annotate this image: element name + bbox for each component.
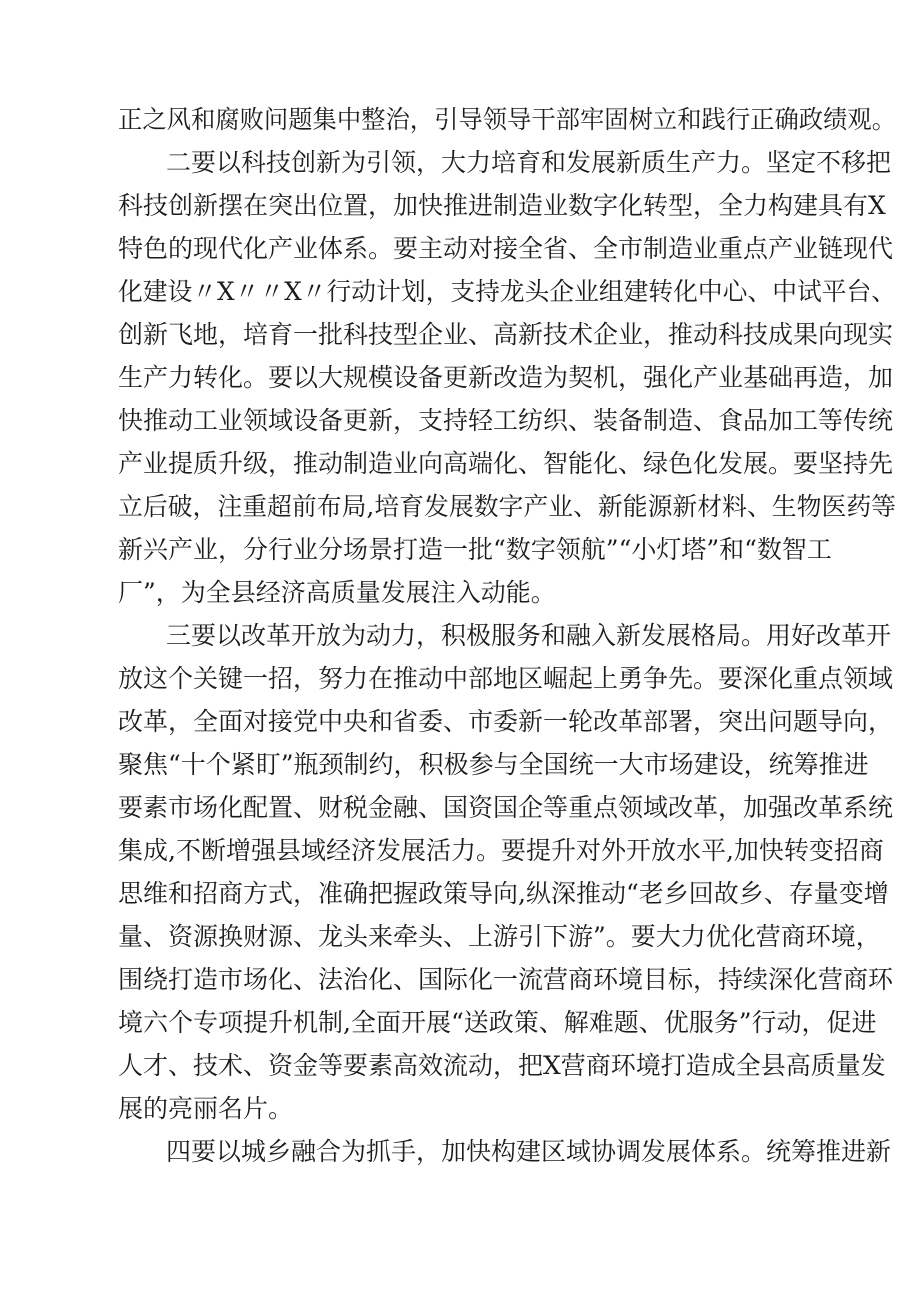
text-line: 要素市场化配置、财税金融、国资国企等重点领域改革，加强改革系统 bbox=[118, 793, 894, 822]
text-line: 人才、技术、资金等要素高效流动，把X营商环境打造成全县高质量发 bbox=[118, 1051, 886, 1080]
text-line: 立后破，注重超前布局,培育发展数字产业、新能源新材料、生物医药等 bbox=[118, 492, 897, 521]
text-line: 集成,不断增强县域经济发展活力。要提升对外开放水平,加快转变招商 bbox=[118, 836, 884, 865]
text-line: 境六个专项提升机制,全面开展“送政策、解难题、优服务”行动，促进 bbox=[118, 1008, 877, 1037]
text-line: 思维和招商方式，准确把握政策导向,纵深推动“老乡回故乡、存量变增 bbox=[118, 879, 889, 908]
paragraph-start-line: 四要以城乡融合为抓手，加快构建区域协调发展体系。统筹推进新 bbox=[166, 1137, 892, 1166]
text-line: 展的亮丽名片。 bbox=[118, 1094, 294, 1123]
text-line: 放这个关键一招，努力在推动中部地区崛起上勇争先。要深化重点领域 bbox=[118, 664, 894, 693]
text-line: 新兴产业，分行业分场景打造一批“数字领航”“小灯塔”和“数智工 bbox=[118, 535, 832, 564]
paragraph-start-line: 二要以科技创新为引领，大力培育和发展新质生产力。坚定不移把 bbox=[166, 148, 892, 177]
text-line: 生产力转化。要以大规模设备更新改造为契机，强化产业基础再造，加 bbox=[118, 363, 894, 392]
text-line: 科技创新摆在突出位置，加快推进制造业数字化转型，全力构建具有X bbox=[118, 191, 886, 220]
text-line: 厂”，为全县经济高质量发展注入动能。 bbox=[118, 578, 556, 607]
text-line: 改革，全面对接党中央和省委、市委新一轮改革部署，突出问题导向， bbox=[118, 707, 894, 736]
text-line: 正之风和腐败问题集中整治，引导领导干部牢固树立和践行正确政绩观。 bbox=[118, 105, 897, 134]
text-line: 围绕打造市场化、法治化、国际化一流营商环境目标，持续深化营商环 bbox=[118, 965, 894, 994]
text-line: 创新飞地，培育一批科技型企业、高新技术企业，推动科技成果向现实 bbox=[118, 320, 894, 349]
text-line: 特色的现代化产业体系。要主动对接全省、全市制造业重点产业链现代 bbox=[118, 234, 894, 263]
text-line: 快推动工业领域设备更新，支持轻工纺织、装备制造、食品加工等传统 bbox=[118, 406, 894, 435]
text-line: 量、资源换财源、龙头来牵头、上游引下游”。要大力优化营商环境， bbox=[118, 922, 881, 951]
text-line: 化建设〃X〃〃X〃行动计划，支持龙头企业组建转化中心、中试平台、 bbox=[118, 277, 896, 306]
text-line: 聚焦“十个紧盯”瓶颈制约，积极参与全国统一大市场建设，统筹推进 bbox=[118, 750, 869, 779]
text-line: 产业提质升级，推动制造业向高端化、智能化、绿色化发展。要坚持先 bbox=[118, 449, 894, 478]
paragraph-start-line: 三要以改革开放为动力，积极服务和融入新发展格局。用好改革开 bbox=[166, 621, 892, 650]
